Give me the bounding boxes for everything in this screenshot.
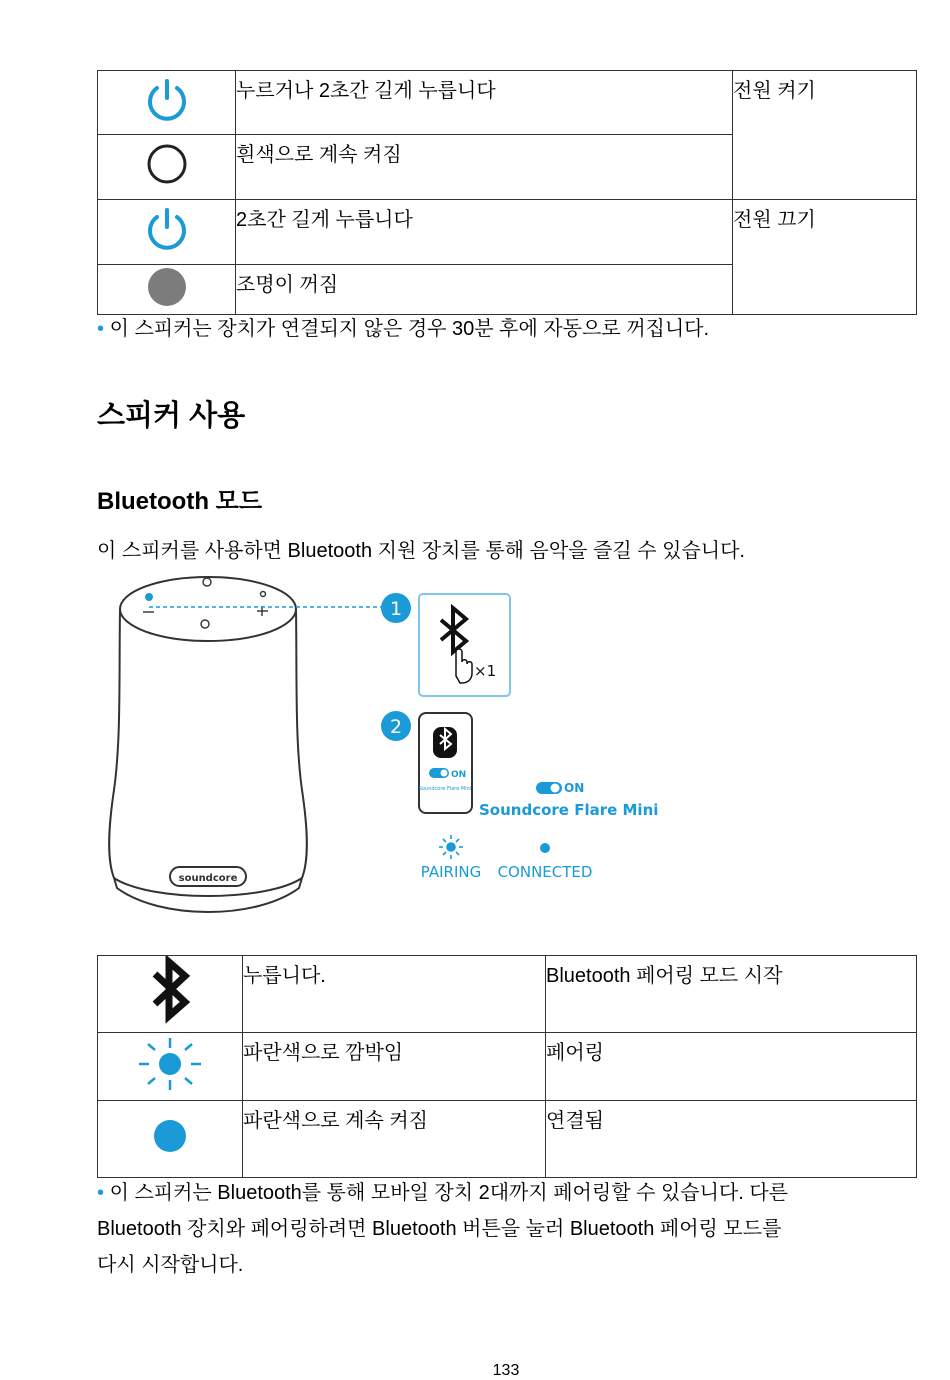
speaker-bluetooth-button — [145, 593, 153, 601]
power-table — [97, 70, 917, 315]
step-number: 2 — [389, 716, 403, 738]
power-on-icon — [143, 76, 191, 124]
action-text: 2초간 길게 누릅니다 — [236, 209, 413, 231]
action-text: 파란색으로 계속 켜짐 — [243, 1110, 428, 1132]
page-title: 스피커 사용 — [97, 400, 246, 432]
icon-cell — [98, 265, 236, 315]
result-cell — [546, 1101, 917, 1178]
toggle-knob — [551, 784, 560, 793]
action-text: 흰색으로 계속 켜짐 — [236, 144, 402, 166]
action-text: 파란색으로 깜박임 — [243, 1042, 404, 1064]
result-cell — [546, 956, 917, 1033]
page-number: 133 — [492, 1362, 520, 1379]
pairing-flash-icon — [439, 835, 463, 859]
icon-cell — [98, 956, 243, 1033]
pairing-note — [97, 1175, 927, 1283]
bluetooth-pairing-diagram — [0, 570, 950, 930]
pairing-label: PAIRING — [420, 863, 482, 881]
icon-cell — [98, 71, 236, 135]
auto-off-note — [97, 311, 917, 347]
icon-cell — [98, 1101, 243, 1178]
table-row — [98, 956, 917, 1033]
action-cell — [236, 135, 733, 200]
connected-dot-icon — [540, 843, 550, 853]
action-cell — [236, 200, 733, 265]
table-row — [98, 71, 917, 135]
intro-text: 이 스피커를 사용하면 Bluetooth 지원 장치를 통해 음악을 즐길 수 있습니다. — [97, 540, 745, 562]
result-cell — [546, 1033, 917, 1101]
action-text: 누릅니다. — [243, 965, 326, 987]
action-cell — [236, 71, 733, 135]
table-row — [98, 200, 917, 265]
note-text: 이 스피커는 Bluetooth를 통해 모바일 장치 2대까지 페어링할 수 있습니다. 다른 — [109, 1182, 788, 1204]
bluetooth-icon — [147, 956, 193, 1026]
phone-toggle-label: ON — [451, 770, 467, 780]
toggle-label: ON — [564, 781, 585, 795]
bullet: • — [97, 318, 105, 340]
icon-cell — [98, 1033, 243, 1101]
result-cell — [733, 71, 917, 200]
note-line — [97, 1175, 927, 1211]
icon-cell — [98, 200, 236, 265]
connected-label: CONNECTED — [497, 863, 593, 881]
step-number: 1 — [389, 598, 403, 620]
note-line: Bluetooth 장치와 페어링하려면 Bluetooth 버튼을 눌러 Bluetooth 페어링 모드를 — [97, 1218, 782, 1240]
action-cell — [243, 1101, 546, 1178]
section-heading: Bluetooth 모드 — [97, 488, 263, 515]
table-row — [98, 1033, 917, 1101]
action-text: 조명이 꺼짐 — [236, 274, 339, 296]
action-text: 누르거나 2초간 길게 누릅니다 — [236, 80, 496, 102]
action-cell — [243, 1033, 546, 1101]
phone-device-name: Soundcore Flare Mini — [418, 786, 472, 792]
result-text: 연결됨 — [546, 1110, 604, 1132]
result-text: Bluetooth 페어링 모드 시작 — [546, 965, 783, 987]
result-text: 전원 켜기 — [733, 80, 816, 102]
action-cell — [236, 265, 733, 315]
device-name: Soundcore Flare Mini — [479, 801, 659, 819]
grey-dot-icon — [147, 267, 187, 307]
icon-cell — [98, 135, 236, 200]
logo-text: soundcore — [178, 873, 238, 884]
press-count: ×1 — [474, 662, 497, 680]
bullet: • — [97, 1182, 105, 1204]
note-line: 다시 시작합니다. — [97, 1254, 244, 1276]
blue-dot-icon — [152, 1118, 188, 1154]
bluetooth-table — [97, 955, 917, 1178]
table-row — [98, 1101, 917, 1178]
result-text: 전원 끄기 — [733, 209, 816, 231]
action-cell — [243, 956, 546, 1033]
result-text: 페어링 — [546, 1042, 604, 1064]
note-text: 이 스피커는 장치가 연결되지 않은 경우 30분 후에 자동으로 꺼집니다. — [109, 318, 710, 340]
power-icon — [143, 205, 191, 253]
ring-icon — [145, 142, 189, 186]
result-cell — [733, 200, 917, 315]
phone-toggle-knob — [441, 770, 448, 777]
blue-flash-icon — [137, 1034, 203, 1094]
